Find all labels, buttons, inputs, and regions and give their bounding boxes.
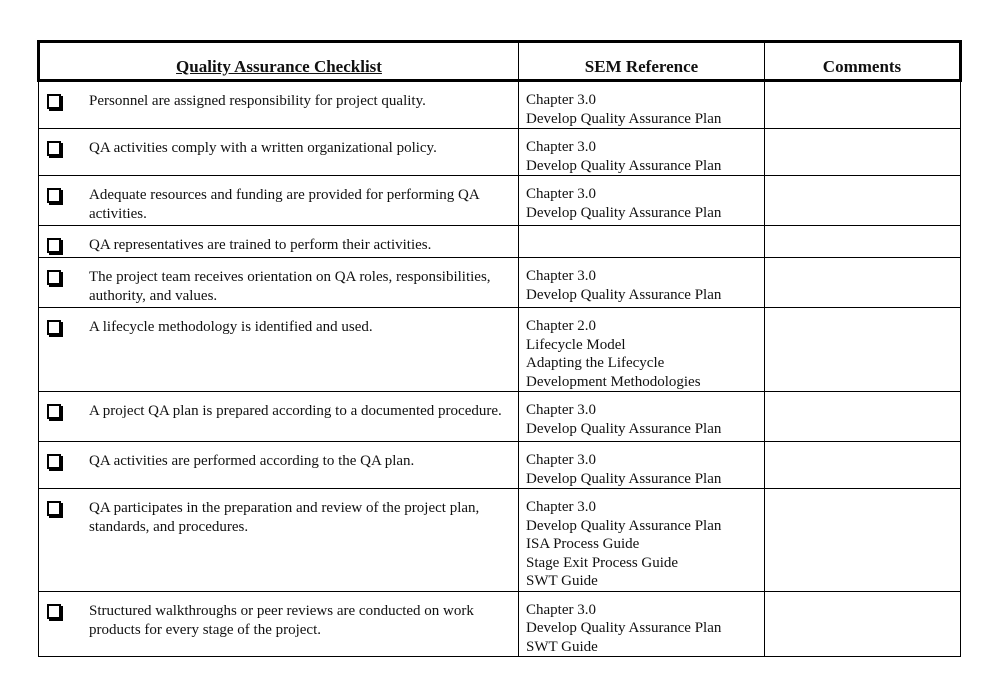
checkbox-icon[interactable]	[47, 604, 61, 619]
checklist-item-cell	[39, 129, 519, 176]
checklist-item	[39, 258, 518, 306]
checkbox-icon[interactable]	[47, 320, 61, 335]
checklist-item-text: QA activities are performed according to the QA plan.	[89, 453, 415, 469]
sem-reference-line: Develop Quality Assurance Plan	[526, 286, 722, 303]
checklist-row	[39, 129, 961, 176]
sem-reference-line: Develop Quality Assurance Plan	[526, 110, 722, 127]
sem-reference-cell	[519, 176, 765, 226]
checklist-item-cell	[39, 442, 519, 489]
sem-reference-cell	[519, 308, 765, 392]
sem-reference-line: Chapter 3.0	[526, 601, 596, 618]
checkbox-icon[interactable]	[47, 94, 61, 109]
comments-cell[interactable]	[765, 226, 961, 258]
sem-reference-line: Chapter 3.0	[526, 402, 596, 418]
checklist-item	[39, 442, 518, 471]
sem-reference-cell	[519, 392, 765, 442]
checklist-item-cell	[39, 81, 519, 129]
comments-cell[interactable]	[765, 489, 961, 592]
sem-reference-line: Develop Quality Assurance Plan	[526, 470, 722, 487]
checklist-item-text: QA representatives are trained to perform their activities.	[89, 237, 432, 253]
sem-reference-line: Chapter 3.0	[526, 499, 596, 515]
comments-cell[interactable]	[765, 129, 961, 176]
checkbox-icon[interactable]	[47, 454, 61, 469]
checklist-item-cell	[39, 176, 519, 226]
sem-reference-line: Stage Exit Process Guide	[526, 554, 679, 571]
checkbox-icon[interactable]	[47, 188, 61, 203]
checklist-item-cell	[39, 591, 519, 657]
sem-reference-line: Lifecycle Model	[526, 336, 626, 353]
checkbox-icon[interactable]	[47, 404, 61, 419]
checklist-item-text: Structured walkthroughs or peer reviews are conducted on work products for every stage of the project.	[89, 602, 474, 638]
sem-reference-cell	[519, 258, 765, 308]
checklist-item-cell	[39, 308, 519, 392]
header-comments: Comments	[765, 42, 961, 81]
checklist-item-text: Adequate resources and funding are provided for performing QA activities.	[89, 187, 479, 222]
sem-reference-line: Development Methodologies	[526, 373, 701, 390]
checkbox-icon[interactable]	[47, 141, 61, 156]
checklist-row	[39, 392, 961, 442]
checklist-item	[39, 308, 518, 337]
checklist-row	[39, 176, 961, 226]
comments-cell[interactable]	[765, 308, 961, 392]
comments-cell[interactable]	[765, 392, 961, 442]
sem-reference-line: SWT Guide	[526, 573, 598, 589]
sem-reference-cell	[519, 489, 765, 592]
checklist-item	[39, 176, 518, 224]
checklist-row	[39, 258, 961, 308]
checklist-item	[39, 489, 518, 537]
header-checklist	[39, 42, 519, 81]
comments-cell[interactable]	[765, 176, 961, 226]
checklist-item	[39, 82, 518, 111]
sem-reference-line: SWT Guide	[526, 638, 598, 655]
qa-checklist-table	[37, 40, 962, 657]
checkbox-icon[interactable]	[47, 270, 61, 285]
checkbox-icon[interactable]	[47, 238, 61, 253]
sem-reference-line: Chapter 2.0	[526, 318, 596, 334]
comments-cell[interactable]	[765, 591, 961, 657]
checklist-item-text: A lifecycle methodology is identified and used.	[89, 319, 373, 335]
checklist-item-cell	[39, 392, 519, 442]
checklist-item-text: A project QA plan is prepared according to a documented procedure.	[89, 403, 502, 419]
sem-reference-cell	[519, 591, 765, 657]
sem-reference-line: Chapter 3.0	[526, 452, 596, 468]
sem-reference-cell	[519, 226, 765, 258]
sem-reference-line: ISA Process Guide	[526, 536, 640, 552]
checklist-item-cell	[39, 258, 519, 308]
sem-reference-cell	[519, 129, 765, 176]
checklist-item	[39, 226, 518, 255]
checklist-row	[39, 442, 961, 489]
checklist-item-text: QA activities comply with a written organizational policy.	[89, 140, 437, 156]
checklist-item	[39, 129, 518, 158]
sem-reference-line: Develop Quality Assurance Plan	[526, 157, 722, 174]
checklist-item-cell	[39, 489, 519, 592]
checklist-row	[39, 81, 961, 129]
sem-reference-line: Adapting the Lifecycle	[526, 355, 665, 371]
checklist-row	[39, 591, 961, 657]
sem-reference-line: Develop Quality Assurance Plan	[526, 204, 722, 221]
sem-reference-line: Chapter 3.0	[526, 186, 596, 202]
checklist-item	[39, 592, 518, 640]
checklist-row	[39, 308, 961, 392]
checklist-row	[39, 489, 961, 592]
sem-reference-line: Chapter 3.0	[526, 139, 596, 155]
header-sem-reference: SEM Reference	[519, 42, 765, 81]
sem-reference-cell	[519, 81, 765, 129]
checklist-row	[39, 226, 961, 258]
checklist-item-text: The project team receives orientation on QA roles, responsibilities, authority, and values.	[89, 269, 491, 304]
sem-reference-line: Develop Quality Assurance Plan	[526, 420, 722, 437]
checklist-item-text: Personnel are assigned responsibility for project quality.	[89, 93, 426, 109]
sem-reference-line: Develop Quality Assurance Plan	[526, 517, 722, 534]
checklist-item-cell	[39, 226, 519, 258]
checkbox-icon[interactable]	[47, 501, 61, 516]
sem-reference-line: Chapter 3.0	[526, 92, 596, 108]
checklist-item-text: QA participates in the preparation and review of the project plan, standards, and procedures.	[89, 500, 480, 535]
sem-reference-line: Chapter 3.0	[526, 268, 596, 284]
sem-reference-cell	[519, 442, 765, 489]
comments-cell[interactable]	[765, 442, 961, 489]
sem-reference-line: Develop Quality Assurance Plan	[526, 620, 722, 636]
header-row	[39, 42, 961, 81]
comments-cell[interactable]	[765, 258, 961, 308]
checklist-item	[39, 392, 518, 421]
comments-cell[interactable]	[765, 81, 961, 129]
header-checklist-label: Quality Assurance Checklist	[176, 57, 382, 76]
